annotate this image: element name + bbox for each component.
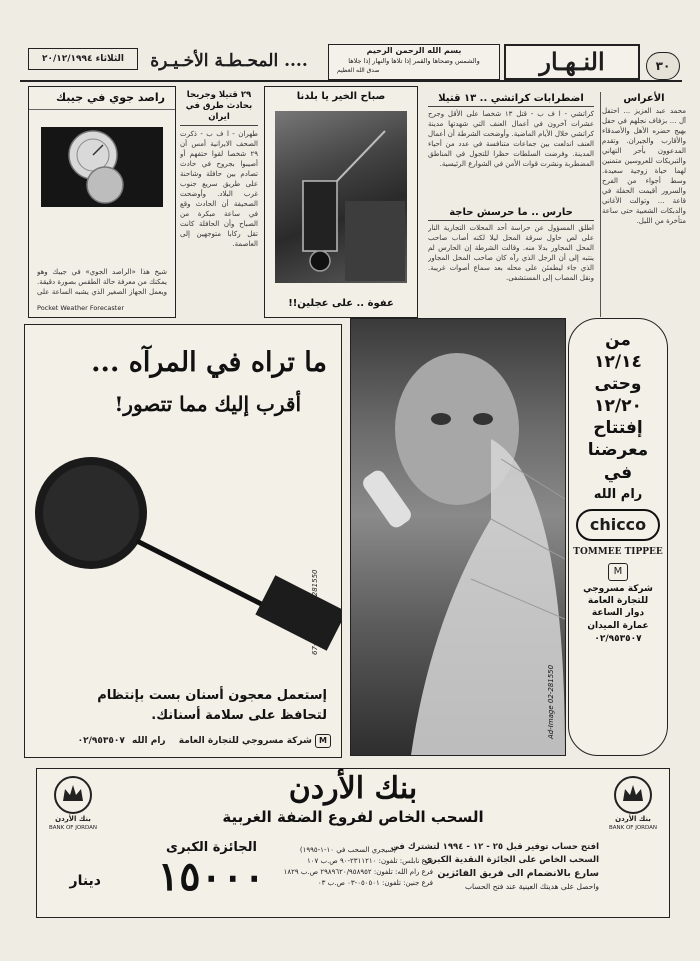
toothpaste-tagline-2: لتحافظ على سلامة أسنانك. [151,708,327,723]
bank-subtitle: السحب الخاص لفروع الضفة الغربية [222,808,484,826]
baby-ad-code: Ad-Image 02-281550 [547,664,555,739]
toothpaste-subheadline: أقرب إليك مما تتصور! [114,392,301,416]
masthead [20,40,682,82]
bank-prize-label: الجائزة الكبرى [166,840,257,855]
issue-date: الثلاثاء ٢٠/١٢/١٩٩٤ [28,48,138,70]
mirror-illustration [25,455,341,655]
verse: والشمس وضحاها والقمر إذا تلاها والنهار إذا جلاها [348,57,480,65]
chicco-line-1: من [605,330,631,350]
good-morning-box [264,86,418,318]
verse-box [328,44,500,80]
weddings-title: الأعراس [623,93,665,104]
basmala: بسم الله الرحمن الرحيم [366,46,462,55]
bank-branch-3: فرع جنين: تلفون: ٠٥٠٥٠١-٠٣ ص.ب ٠٣ [317,879,433,887]
chicco-phone: ٠٢/٩٥٣٥٠٧ [594,634,642,644]
column-rule [600,92,601,317]
chicco-line-3: وحتى [594,374,642,394]
toothpaste-headline: ما تراه في المرآه ... [91,347,327,378]
weather-photo [41,127,163,207]
chicco-address-1: دوار الساعة [591,608,645,618]
injured-article [180,90,258,318]
chicco-line-7: في [603,463,633,483]
chicco-company: شركة مسروجي للتجارة العامة [583,584,653,606]
weddings-article [602,92,686,317]
weather-title: راصد جوي في جيبك [29,87,175,110]
toothpaste-ad [24,324,342,758]
toothpaste-ad-code: 67-Ad-Image 02-281550 [311,569,319,655]
weather-body: شيخ هذا «الراصد الجوي» في جيبك وهو يمكنك من معرفة حالة الطقس بصورة دقيقة. ويعمل الجهاز الصغير الذي يشبه الساعة على [37,268,167,296]
chicco-address-2: عمارة الميدان [587,621,649,631]
bank-offer-1: افتح حساب توفير قبل ٢٥ - ١٢ - ١٩٩٤ لتشترك في [390,842,599,852]
bank-prize-amount: ١٥٠٠٠ [157,853,265,900]
bank-logo-en-left: BANK OF JORDAN [48,825,98,831]
weather-product-note: Pocket Weather Forecaster [37,304,124,312]
bank-logo-ar-left: بنك الأردن [55,815,91,823]
injured-title: ٢٩ قتيلا وجريحا بحادث طرق في ايران [180,90,258,126]
bank-draw-date: (سيجري السحب في ١٠-١-١٩٩٥) [299,846,397,854]
toothpaste-city: رام الله [132,736,166,746]
bank-branch-2: فرع رام الله: تلفون: ٢٩٨٩٦٢٠/٩٥٨٩٥٢ ص.ب ١٨٢٩ [283,868,433,876]
toothpaste-company: شركة مسروجي للتجارة العامة [178,736,312,746]
chicco-line-6: معرضنا [587,440,649,460]
chicco-m-icon: M [608,563,628,581]
page-number: ٣٠ [646,52,680,80]
good-morning-photo [275,111,407,283]
good-morning-caption: عفوة .. على عجلين!! [288,298,394,309]
bank-offer-4: واحصل على هديتك العينية عند فتح الحساب [464,882,599,891]
toothpaste-contact-bar [35,733,331,749]
chicco-line-2: ١٢/١٤ [594,352,642,372]
bank-offer-2: السحب الخاص على الجائزة النقدية الكبرى [424,855,599,865]
bank-ad [36,768,670,918]
bank-offer-3: سارع بالانضمام الى فريق الفائزين [437,868,599,879]
toothpaste-phone: ٠٢/٩٥٣٥٠٧ [77,736,125,746]
weather-device-icon [41,127,163,207]
bank-branches [263,845,433,889]
guarding-body: اطلق المسؤول عن حراسة أحد المحلات التجارية النار على لص حاول سرقة المحل ليلا لكنه أصاب صاحب المحل المجاور بدلا منه. وقالت الشرطة إن الحارس لم ينتبه إلى أن الرجل الذي رآه كان صاحب المحل المجاور الذي جاء ليطمئن على محله بعد سماع أصوات غريبة. ونقل المصاب إلى المستشفى. [428,224,594,282]
weddings-body: محمد عبد العزيز ... احتفل آل ... بزفاف نجلهم في حفل بهيج حضره الأهل والأصدقاء والأقارب والجيران. وتقدم المدعوون بأحر التهاني والتبريكات للعروسين متمنين لهما حياة زوجية سعيدة. وسط أجواء من الفرح والسرور أقيمت الحفلة في قاعة ... وتوالت الأغاني والدبكات الشعبية حتى ساعة متأخرة من الليل. [602,107,686,225]
clashes-body: كراتشي - ا ف ب - قتل ١٣ شخصا على الأقل وجرح عشرات آخرون في أعمال العنف التي شهدتها مدينة كراتشي خلال الأيام الماضية. وأوضحت الشرطة أن أعمال العنف اندلعت بين جماعات متنافسة في عدد من أحياء المدينة. وفرضت السلطات حظرا للتجول في المناطق المضطربة ونشرت قوات الأمن في الشوارع الرئيسية. [428,110,594,168]
bank-crown-icon [613,775,653,815]
guarding-title: حارس .. ما حرسش حاجة [428,206,594,221]
bank-logo-right [605,775,661,832]
bank-logo-en-right: BANK OF JORDAN [608,825,658,831]
clashes-title: اضطرابات كراتشي .. ١٣ قتيلا [428,92,594,107]
bank-branch-1: فرع نابلس: تلفون: ٢٣١١٢١٠-٩٠ ص.ب ١٠٧ [306,857,433,865]
good-morning-title: صباح الخير يا بلدنا [296,91,386,102]
injured-body: طهران - ا ف ب - ذكرت الصحف الايرانية أمس أن ٢٩ شخصا لقوا حتفهم أو أصيبوا بجروح في حادث تصادم بين حافلة وشاحنة على طريق سريع جنوب غرب البلاد. وأوضحت الصحيفة أن الحادث وقع في ساعة مبكرة من الصباح وأن الحافلة كانت تقل ركابا متوجهين إلى العاصمة. [180,130,258,248]
wheelbarrow-illustration [275,111,407,283]
toothpaste-tagline-1: إستعمل معجون أسنان بست بإنتظام [97,688,327,703]
bank-name: بنك الأردن [288,771,418,806]
guarding-article [428,206,594,316]
newspaper-logo: النـهـار [504,44,640,80]
tommee-tippee-logo: TOMMEE TIPPEE [573,547,663,557]
verse-source: صدق الله العظيم [337,67,380,74]
chicco-line-8: رام الله [593,487,643,502]
baby-illustration [351,319,565,755]
chicco-line-5: إفتتاح [593,418,643,438]
baby-photo [350,318,566,756]
bank-logo-left [45,775,101,832]
toothpaste-logo-icon: M [315,734,331,748]
bank-prize-currency: دينار [69,873,101,889]
bank-crown-icon [53,775,93,815]
weather-box [28,86,176,318]
chicco-line-4: ١٢/٢٠ [594,396,642,416]
bank-logo-ar-right: بنك الأردن [615,815,651,823]
section-title: .... المحـطـة الأخـيـرة [150,51,308,71]
chicco-ad [568,318,668,756]
masthead-rule [20,80,682,82]
chicco-logo: chicco [576,509,660,541]
clashes-article [428,92,594,202]
bank-prize [51,839,265,911]
